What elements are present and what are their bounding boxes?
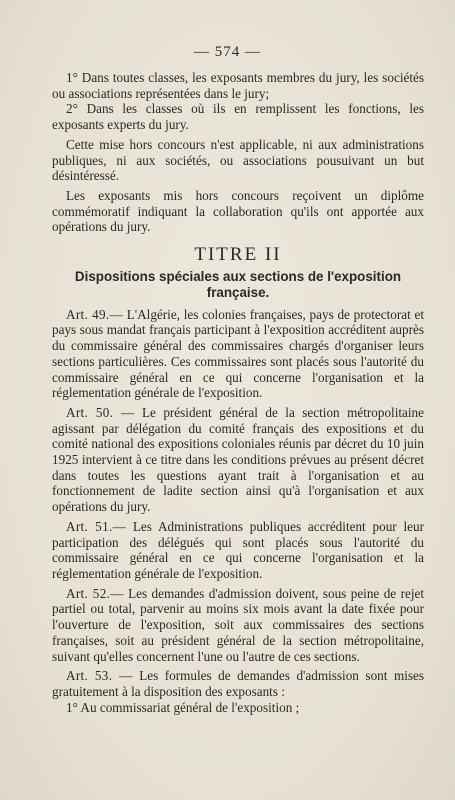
- article-text: L'Algérie, les colonies françaises, pays de protectorat et pays sous mandat français participant à l'exposition accréditent auprès du commissaire général des commissaires chargés d'organiser leurs sections particulières. Ces commissaires sont placés sous l'autorité du commissaire général en ce qui concerne l'organisation et la réglementation générale de l'exposition.: [52, 306, 424, 401]
- article-text: Le président général de la section métropolitaine agissant par délégation du comité français des expositions et du comité national des expositions coloniales réunis par décret du 10 juin 1925 intervient à ce titre dans les conditions prévues au présent décret dans toutes les questions ayant trait à l'organisation et au fonctionnement de ladite section ainsi qu'à l'organisation et aux opérations du jury.: [52, 404, 424, 515]
- article-paragraph: [52, 405, 424, 515]
- list-item: 1° Au commissariat général de l'exposition ;: [66, 699, 300, 715]
- article-text: Les Administrations publiques accréditent pour leur participation des délégués qui sont placés sous l'autorité du commissaire général en ce qui concerne l'organisation et la réglementation générale de l'exposition.: [52, 518, 425, 581]
- article-label: Art. 51.—: [66, 518, 127, 534]
- title-heading: TITRE II: [194, 244, 282, 266]
- intro-paragraph: 1° Dans toutes classes, les exposants membres du jury, les sociétés ou associations représentées dans le jury;: [52, 70, 424, 101]
- article-label: Art. 49.—: [66, 306, 123, 322]
- article-label: Art. 52.—: [66, 585, 124, 601]
- intro-paragraph: Cette mise hors concours n'est applicable, ni aux administrations publiques, ni aux sociétés, ou associations pousuivant un but désintéressé.: [52, 136, 424, 184]
- article-text: Les formules de demandes d'admission sont mises gratuitement à la disposition des exposants :: [52, 668, 424, 699]
- page-number: — 574 —: [194, 44, 261, 60]
- article-label: Art. 50. —: [66, 404, 135, 420]
- article-paragraph: [52, 307, 424, 401]
- section-heading: Dispositions spéciales aux sections de l'exposition française.: [74, 268, 402, 301]
- article-paragraph: [52, 586, 424, 665]
- article-text: Les demandes d'admission doivent, sous peine de rejet partiel ou total, parvenir au moins six mois avant la date fixée pour l'ouverture de l'exposition, soit aux commissaires des sections françaises, soit au président général de la section métropolitaine, suivant qu'elles concernent l'une ou l'autre de ces sections.: [52, 585, 424, 664]
- article-paragraph: [52, 519, 424, 582]
- intro-paragraph: Les exposants mis hors concours reçoivent un diplôme commémoratif indiquant la collaboration qu'ils ont apportée aux opérations du jury.: [52, 187, 424, 235]
- intro-paragraph: 2° Dans les classes où ils en remplissent les fonctions, les exposants experts du jury.: [52, 101, 424, 133]
- page-body: [52, 70, 424, 715]
- article-paragraph: [52, 668, 424, 699]
- article-label: Art. 53. —: [66, 668, 133, 684]
